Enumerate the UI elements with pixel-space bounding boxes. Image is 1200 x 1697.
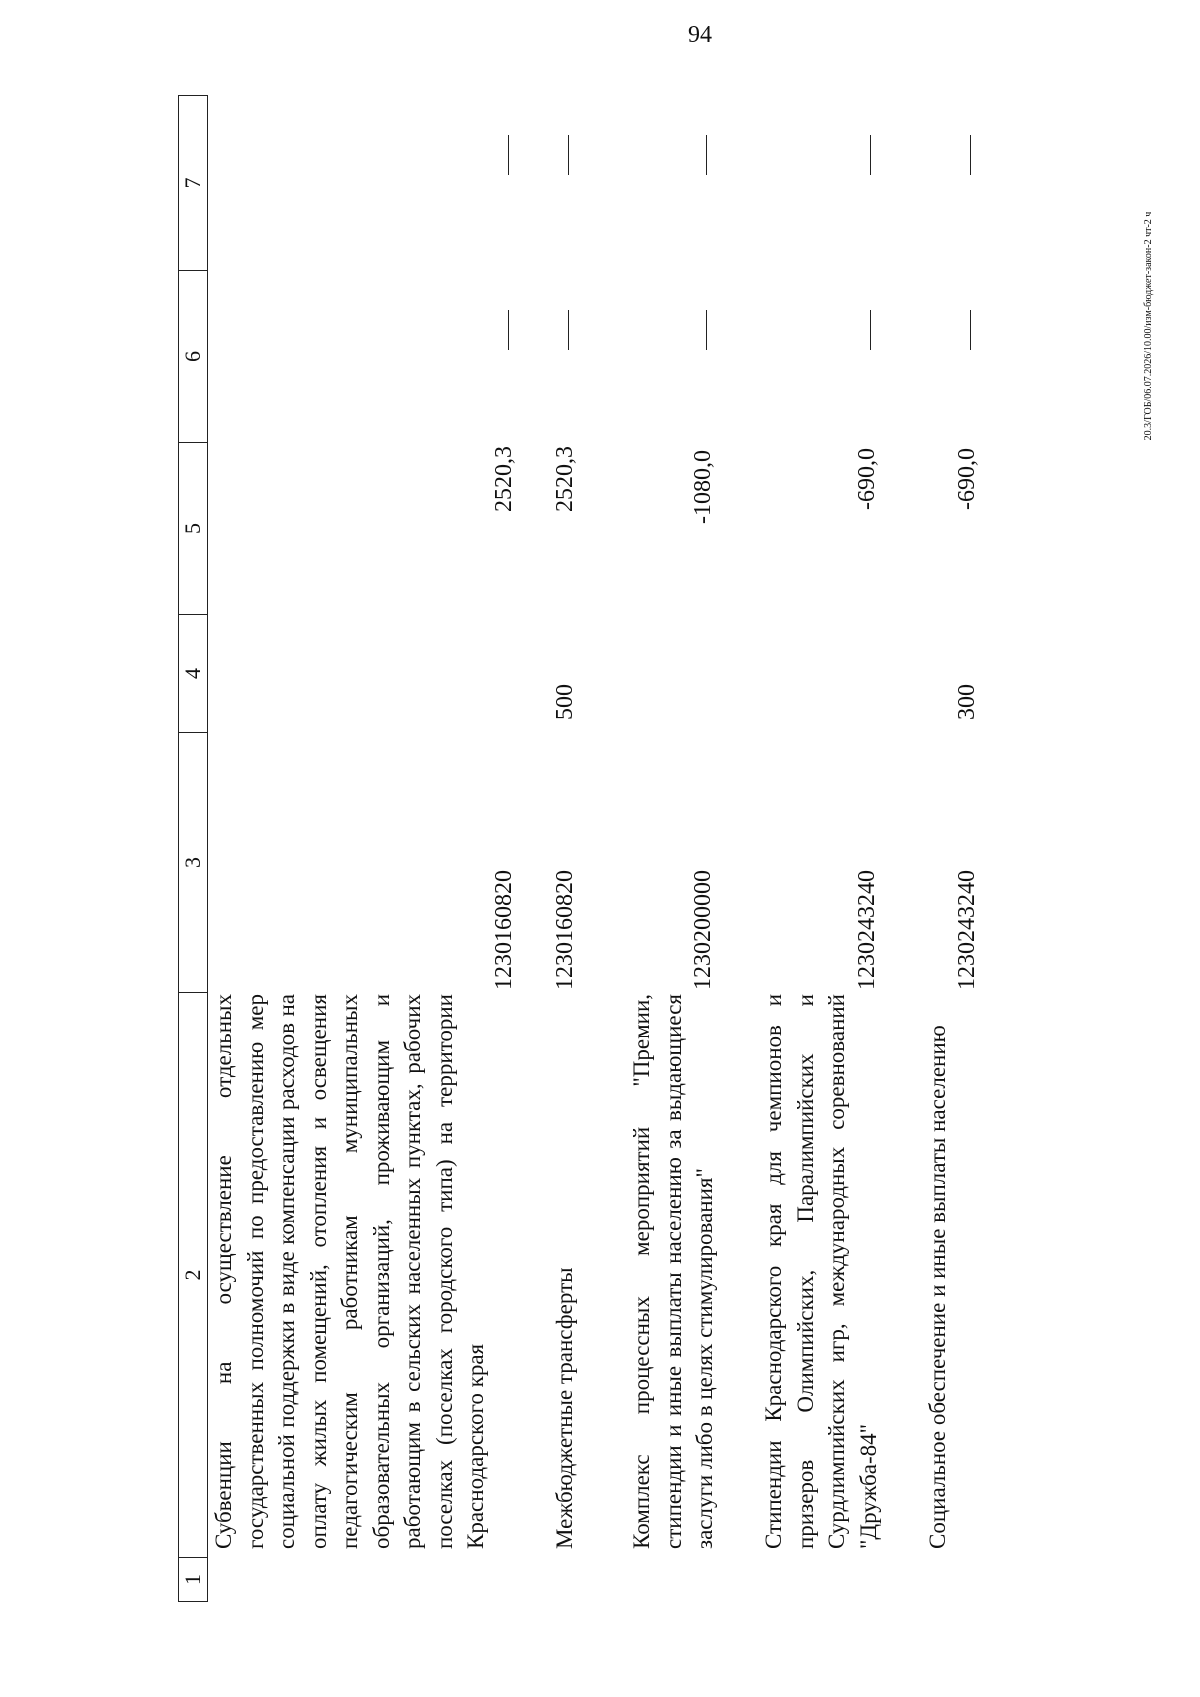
row-description: Комплекс процессных мероприятий "Премии, стипендии и иные выплаты населению за выдающиеся заслуги либо в целях стимулирования" bbox=[629, 994, 717, 1549]
column-2-header-cell: 2 bbox=[178, 992, 208, 1557]
row-col6-dash bbox=[706, 310, 707, 350]
row-col7-dash bbox=[508, 135, 509, 175]
row-code: 1230243240 bbox=[954, 870, 980, 990]
row-col7-dash bbox=[706, 135, 707, 175]
row-col7-dash bbox=[970, 135, 971, 175]
table-body bbox=[178, 92, 998, 1602]
page-number: 94 bbox=[688, 22, 712, 48]
table-row bbox=[538, 92, 608, 1602]
column-4-header-cell: 4 bbox=[178, 614, 208, 732]
row-code: 1230243240 bbox=[854, 870, 880, 990]
row-description: Межбюджетные трансферты bbox=[552, 1267, 577, 1549]
column-5-header-cell: 5 bbox=[178, 442, 208, 614]
row-expense-type: 300 bbox=[954, 684, 980, 720]
row-expense-type: 500 bbox=[552, 684, 578, 720]
row-col6-dash bbox=[970, 310, 971, 350]
row-code: 1230160820 bbox=[491, 870, 517, 990]
column-1-header-cell: 1 bbox=[178, 1557, 208, 1602]
row-description: Социальное обеспечение и иные выплаты населению bbox=[925, 1025, 950, 1549]
row-code: 1230200000 bbox=[690, 870, 716, 990]
row-col7-dash bbox=[870, 135, 871, 175]
table-row bbox=[898, 92, 998, 1602]
row-description: Стипендии Краснодарского края для чемпионов и призеров Олимпийских, Паралимпийских и Сурдлимпийских игр, международных соревнований "Дружба-84" bbox=[761, 994, 881, 1549]
row-col6-dash bbox=[508, 310, 509, 350]
row-amount: -690,0 bbox=[854, 448, 880, 510]
row-description: Субвенции на осуществление отдельных государственных полномочий по предоставлению мер социальной поддержки в виде компенсации расходов на оплату жилых помещений, отопления и освещения педагогическим работникам муниципальных образовательных организаций, проживающим и работающим в сельских населенных пунктах, рабочих поселках (поселках городского типа) на территории Краснодарского края bbox=[211, 994, 488, 1549]
row-amount: -690,0 bbox=[954, 448, 980, 510]
column-6-header-cell: 6 bbox=[178, 270, 208, 442]
document-stamp: 20.3/ГОБ/06.07.2026/10.00/изм-бюджет-закон-2 чт-2 ч bbox=[1142, 211, 1154, 441]
row-col6-dash bbox=[870, 310, 871, 350]
table-row bbox=[208, 92, 538, 1602]
row-amount: -1080,0 bbox=[690, 450, 716, 524]
row-code: 1230160820 bbox=[552, 870, 578, 990]
row-col6-dash bbox=[568, 310, 569, 350]
table-row bbox=[608, 92, 738, 1602]
row-amount: 2520,3 bbox=[491, 446, 517, 512]
row-amount: 2520,3 bbox=[552, 446, 578, 512]
column-7-header-cell: 7 bbox=[178, 95, 208, 270]
column-3-header-cell: 3 bbox=[178, 732, 208, 992]
row-col7-dash bbox=[568, 135, 569, 175]
table-row bbox=[738, 92, 898, 1602]
